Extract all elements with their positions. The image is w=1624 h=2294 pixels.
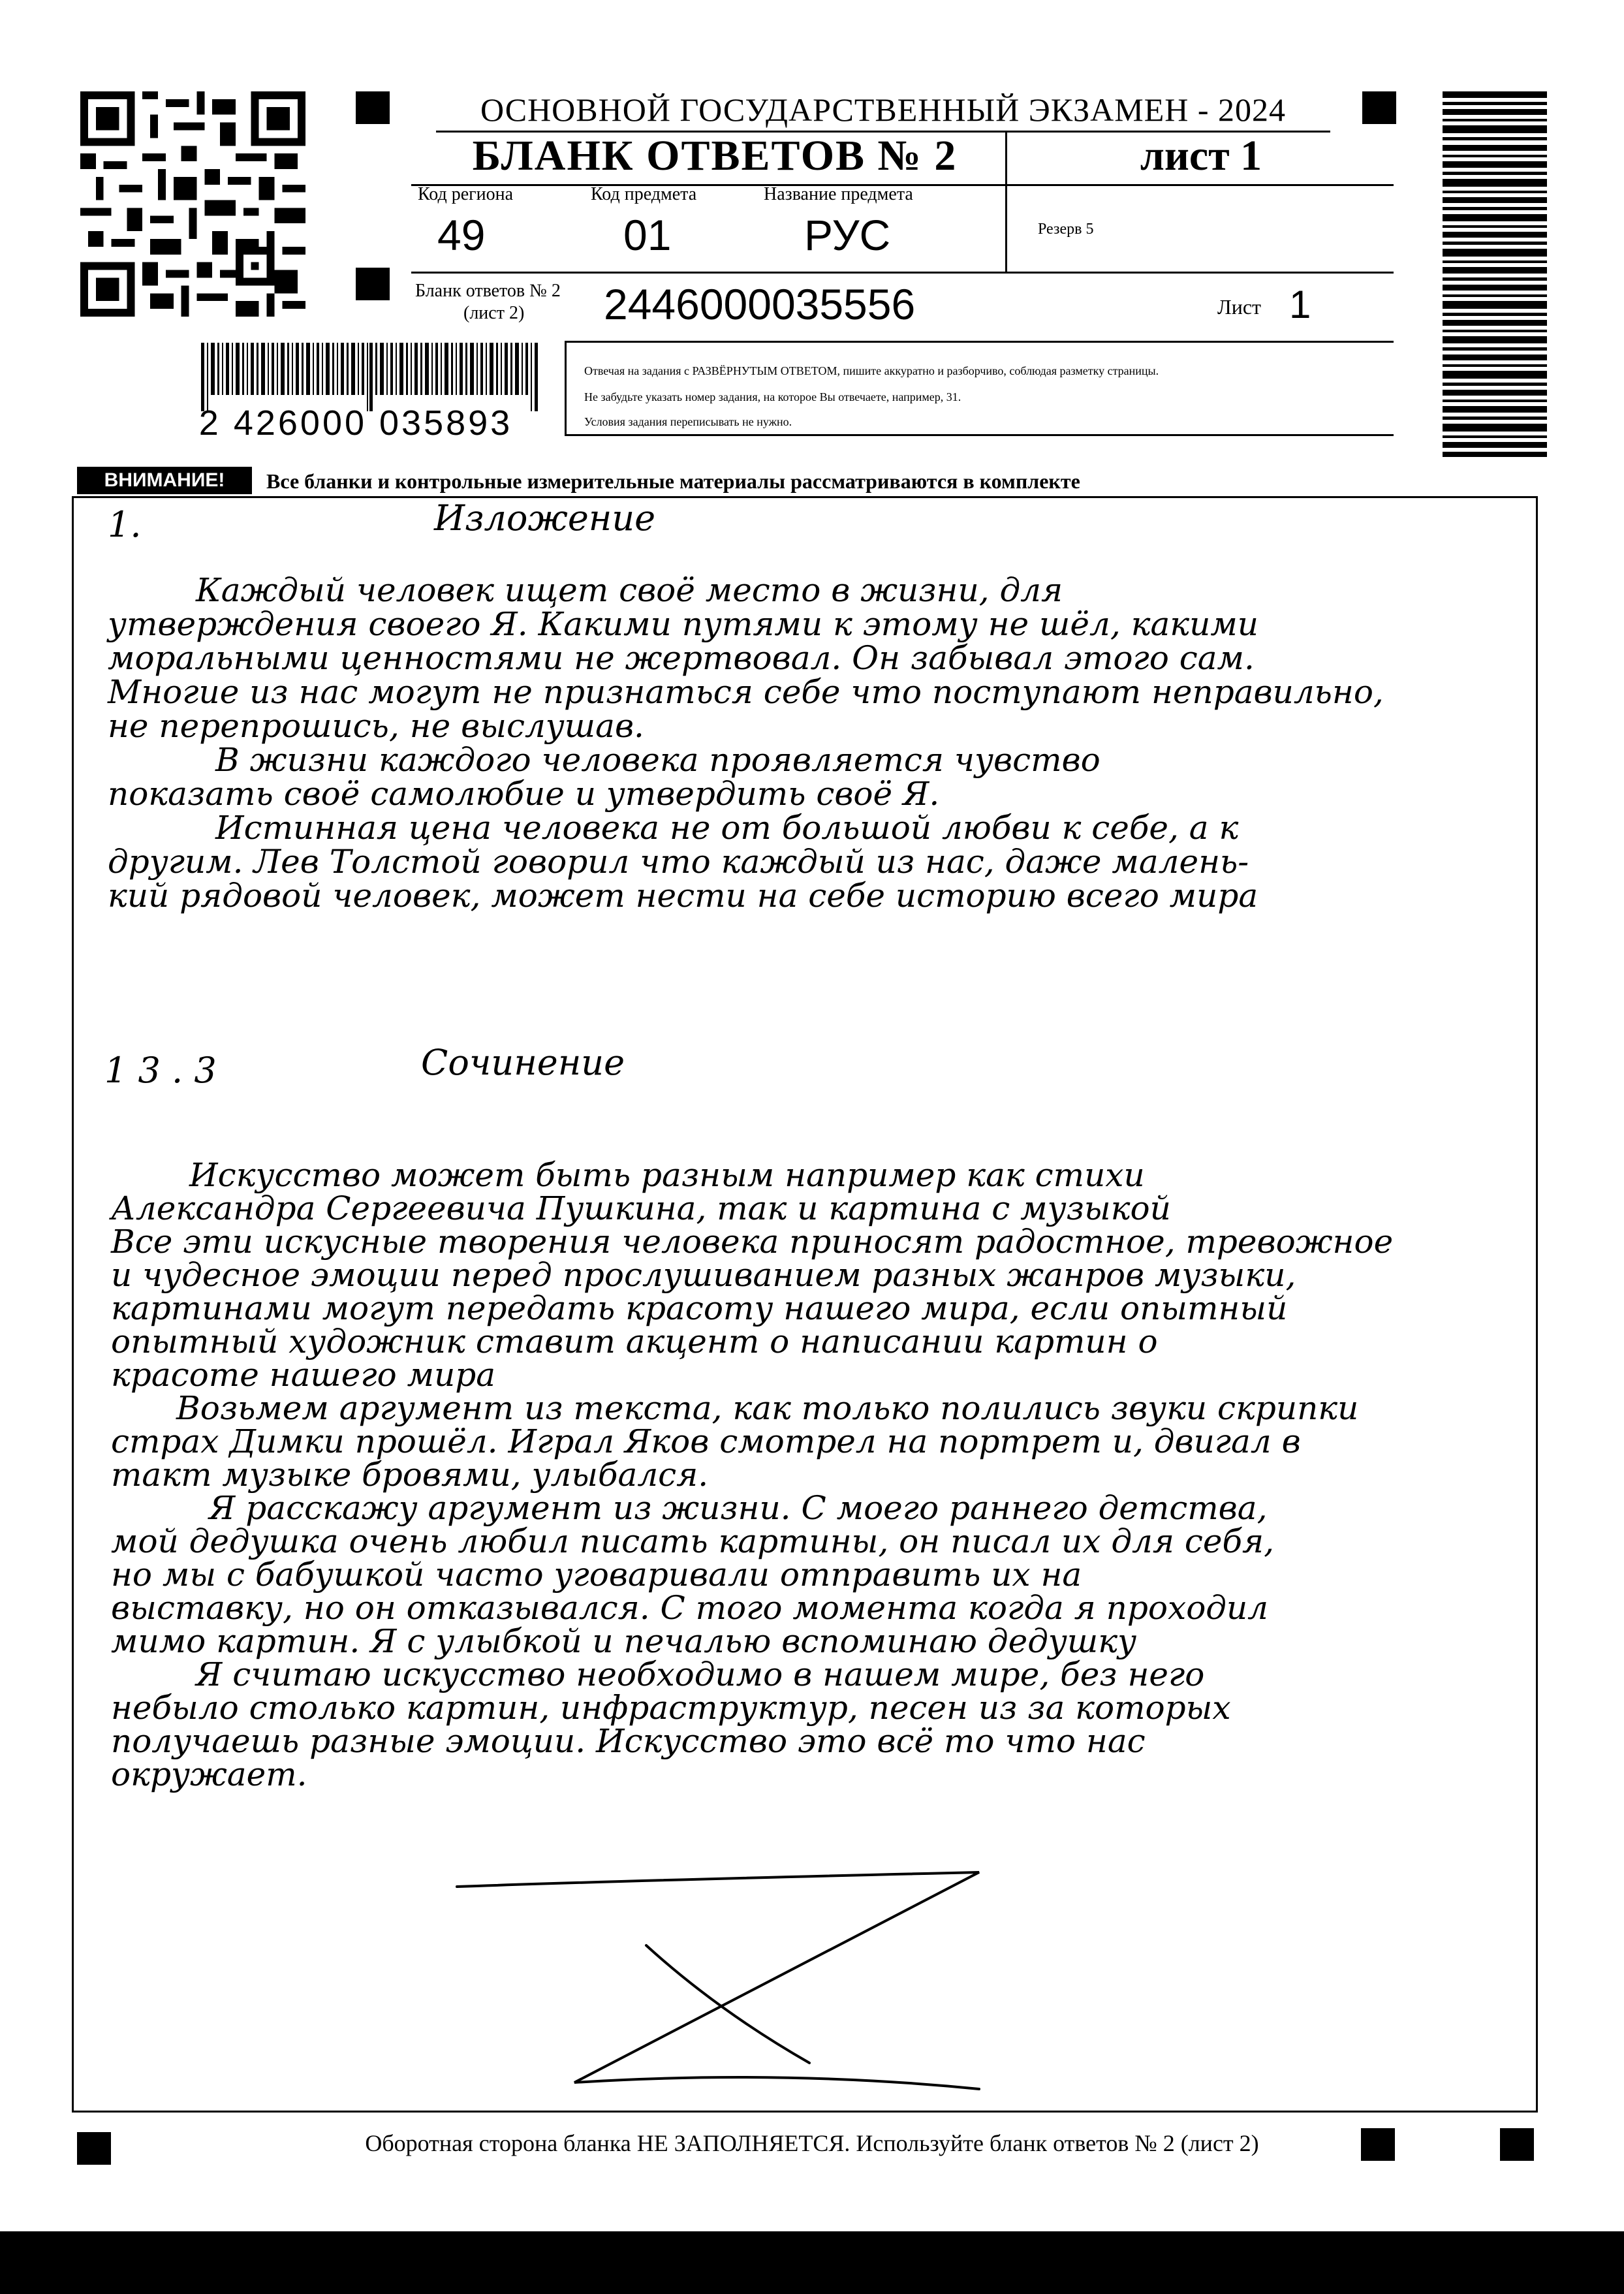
blank-space-cross-out [444,1861,1005,2135]
task1-number: 1. [108,504,142,545]
task2-line: мимо картин. Я с улыбкой и печалью вспоминаю дедушку [111,1622,1137,1660]
task2-line: страх Димки прошёл. Играл Яков смотрел на портрет и, двигал в [111,1422,1301,1460]
task2-line: и чудесное эмоции перед прослушиванием разных жанров музыки, [111,1256,1296,1294]
task2-line: Все эти искусные творения человека приносят радостное, тревожное [111,1223,1394,1261]
task1-line: Истинная цена человека не от большой любви к себе, а к [215,809,1239,847]
task2-line: Я считаю искусство необходимо в нашем мире, без него [196,1656,1205,1693]
subject-name-value: РУС [804,211,891,259]
task2-line: Александра Сергеевича Пушкина, так и картина с музыкой [111,1189,1171,1227]
task2-line: такт музыке бровями, улыбался. [111,1456,709,1494]
warning-badge: ВНИМАНИЕ! [77,467,252,494]
footer-note: Оборотная сторона бланка НЕ ЗАПОЛНЯЕТСЯ. Используйте бланк ответов № 2 (лист 2) [365,2130,1259,2156]
instruction-line-1: Отвечая на задания с РАЗВЁРНУТЫМ ОТВЕТОМ, пишите аккуратно и разборчиво, соблюдая разметку страницы. [584,364,1159,377]
task1-line: не перепрошись, не выслушав. [108,707,644,745]
task2-line: красоте нашего мира [111,1356,496,1394]
subject-code-value: 01 [623,211,672,259]
task2-line: выставку, но он отказывался. С того момента когда я проходил [111,1589,1269,1627]
task2-line: Искусство может быть разным например как стихи [189,1156,1145,1194]
task2-line: мой дедушка очень любил писать картины, он писал их для себя, [111,1522,1274,1560]
form-title: БЛАНК ОТВЕТОВ № 2 [472,132,958,180]
form-barcode [201,343,540,411]
header-rule-5 [565,341,567,436]
barcode-number: 2 426000 035893 [198,403,513,443]
task2-title: Сочинение [421,1042,625,1083]
sheet-number-value: 1 [1289,283,1311,326]
scan-bottom-band [0,2231,1624,2294]
warning-text: Все бланки и контрольные измерительные материалы рассматриваются в комплекте [266,469,1080,493]
blank-ref-label-2: (лист 2) [463,303,525,323]
task2-line: но мы с бабушкой часто уговаривали отправить их на [111,1556,1082,1594]
blank-number: 2446000035556 [604,280,916,328]
header-rule-3 [565,341,1394,343]
qr-code [77,91,309,317]
task1-line: Многие из нас могут не признаться себе что поступают неправильно, [108,673,1384,711]
registration-mark-top-right [1362,91,1396,124]
subject-code-label: Код предмета [591,184,697,204]
header-rule-2 [411,272,1394,274]
instruction-line-2: Не забудьте указать номер задания, на которое Вы отвечаете, например, 31. [584,390,961,403]
registration-mark-top-left [356,91,390,124]
instruction-line-3: Условия задания переписывать не нужно. [584,415,792,428]
task1-line: кий рядовой человек, может нести на себе историю всего мира [108,877,1258,915]
registration-mark-mid-left [356,268,390,300]
task2-line: опытный художник ставит акцент о написании картин о [111,1323,1158,1360]
task2-line: небыло столько картин, инфраструктур, песен из за которых [111,1689,1231,1727]
task2-number: 1 3 . 3 [104,1050,217,1091]
exam-title: ОСНОВНОЙ ГОСУДАРСТВЕННЫЙ ЭКЗАМЕН - 2024 [436,90,1330,133]
task2-line: Возьмем аргумент из текста, как только полились звуки скрипки [176,1389,1359,1427]
sheet-label: лист 1 [1140,132,1262,180]
task2-line: Я расскажу аргумент из жизни. С моего раннего детства, [209,1489,1268,1527]
task2-line: окружает. [111,1755,307,1793]
region-label: Код региона [418,184,514,204]
header-divider [1005,131,1007,273]
task1-line: утверждения своего Я. Какими путями к этому не шёл, какими [108,605,1258,643]
task1-line: В жизни каждого человека проявляется чувство [215,741,1101,779]
reserve-label: Резерв 5 [1038,221,1094,238]
blank-ref-label-1: Бланк ответов № 2 [415,281,561,301]
sheet-number-label: Лист [1217,295,1262,319]
task1-line: показать своё самолюбие и утвердить своё Я. [108,775,940,813]
region-value: 49 [437,211,486,259]
task1-line: другим. Лев Толстой говорил что каждый из нас, даже малень- [108,843,1249,881]
side-barcode [1443,91,1547,457]
task1-line: моральными ценностями не жертвовал. Он забывал этого сам. [108,639,1255,677]
task1-title: Изложение [434,497,656,539]
header-rule-4 [565,434,1394,436]
subject-name-label: Название предмета [764,184,913,204]
task2-line: картинами могут передать красоту нашего мира, если опытный [111,1289,1288,1327]
task1-line: Каждый человек ищет своё место в жизни, для [196,571,1063,609]
task2-line: получаешь разные эмоции. Искусство это всё то что нас [111,1722,1146,1760]
